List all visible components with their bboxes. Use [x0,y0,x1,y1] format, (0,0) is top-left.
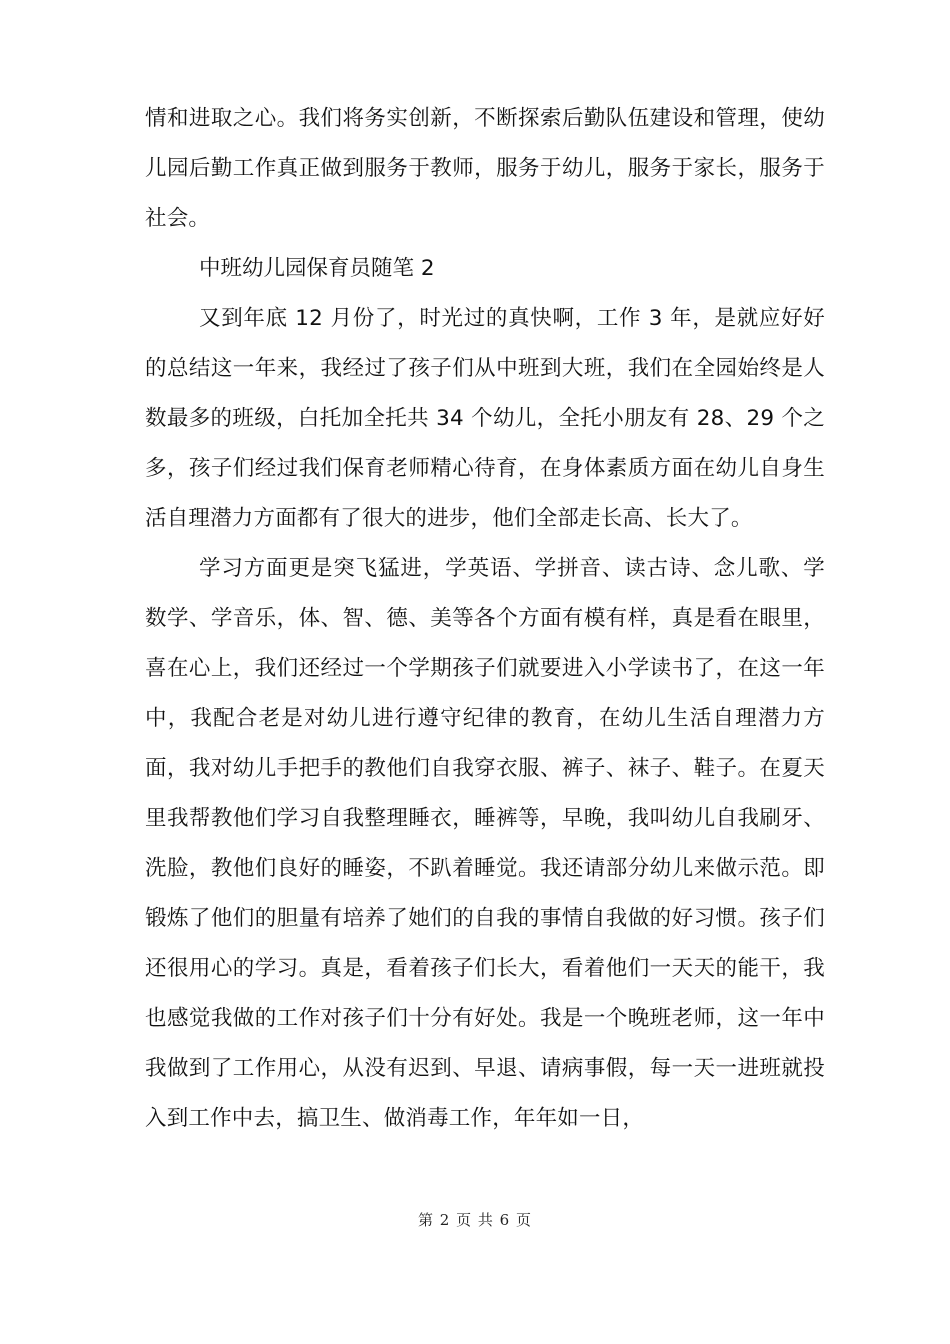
paragraph-intro: 又到年底 12 月份了，时光过的真快啊，工作 3 年，是就应好好的总结这一年来，我经过了孩子们从中班到大班，我们在全园始终是人数最多的班级，白托加全托共 34 个幼儿，全托小朋友有 28、29 个之多，孩子们经过我们保育老师精心待育，在身体素质方面在幼儿自身生活自理潜力方面都有了很大的进步，他们全部走长高、长大了。 [145,306,825,531]
section-heading: 中班幼儿园保育员随笔 2 [199,256,435,281]
document-body [145,94,825,1144]
page-number-footer: 第 2 页 共 6 页 [418,1211,532,1229]
paragraph-continued: 情和进取之心。我们将务实创新，不断探索后勤队伍建设和管理，使幼儿园后勤工作真正做到服务于教师，服务于幼儿，服务于家长，服务于社会。 [145,106,825,231]
paragraph-learning: 学习方面更是突飞猛进，学英语、学拼音、读古诗、念儿歌、学数学、学音乐，体、智、德、美等各个方面有模有样，真是看在眼里，喜在心上，我们还经过一个学期孩子们就要进入小学读书了，在这一年中，我配合老是对幼儿进行遵守纪律的教育，在幼儿生活自理潜力方面，我对幼儿手把手的教他们自我穿衣服、裤子、袜子、鞋子。在夏天里我帮教他们学习自我整理睡衣，睡裤等，早晚，我叫幼儿自我刷牙、洗脸，教他们良好的睡姿，不趴着睡觉。我还请部分幼儿来做示范。即锻炼了他们的胆量有培养了她们的自我的事情自我做的好习惯。孩子们还很用心的学习。真是，看着孩子们长大，看着他们一天天的能干，我也感觉我做的工作对孩子们十分有好处。我是一个晚班老师，这一年中我做到了工作用心，从没有迟到、早退、请病事假，每一天一进班就投入到工作中去，搞卫生、做消毒工作，年年如一日， [145,556,825,1131]
